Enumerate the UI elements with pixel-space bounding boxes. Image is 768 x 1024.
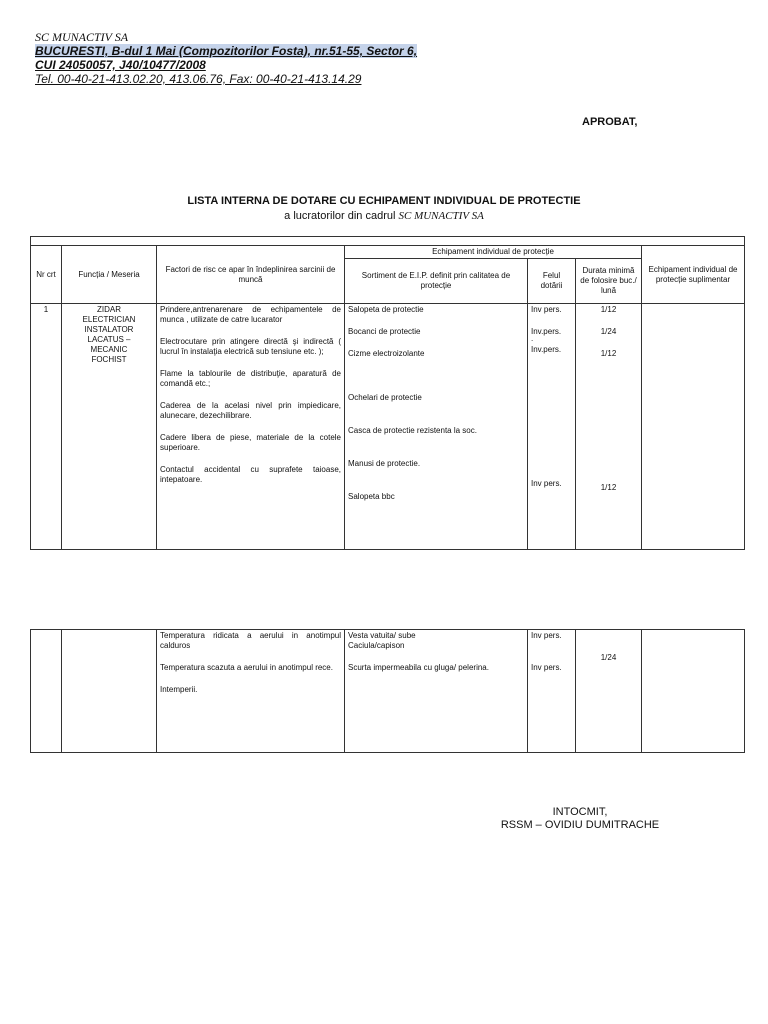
equipment-item: Cizme electroizolante — [348, 349, 425, 358]
table-header-row — [31, 246, 745, 259]
equipment-item: Vesta vatuita/ sube — [348, 631, 416, 640]
company-address: BUCURESTI, B-dul 1 Mai (Compozitorilor Fosta), nr.51-55, Sector 6, — [35, 44, 418, 58]
duration-item: 1/12 — [600, 483, 617, 492]
table-row — [31, 304, 745, 550]
row-nr — [31, 630, 62, 753]
row-extra — [642, 304, 745, 550]
duration-item: 1/12 — [600, 305, 617, 314]
header-function: Funcția / Meseria — [62, 246, 157, 304]
equipment-item: Casca de protectie rezistenta la soc. — [348, 426, 477, 435]
header-group: Echipament individual de protecție — [345, 246, 642, 259]
type-item: Inv pers. — [531, 305, 562, 314]
type-item: Inv pers. — [531, 663, 562, 672]
equipment-table — [30, 236, 745, 550]
risk-item: Cadere libera de piese, materiale de la cotele superioare. — [160, 433, 341, 452]
document-title: LISTA INTERNA DE DOTARE CU ECHIPAMENT INDIVIDUAL DE PROTECTIE — [187, 195, 581, 207]
type-item: . — [531, 334, 534, 343]
risk-item: Temperatura ridicata a aerului in anotimpul calduros — [160, 631, 341, 650]
header-duration: Durata minimă de folosire buc./ lună — [576, 259, 642, 304]
risk-item: Electrocutare prin atingere directă şi indirectă ( lucrul în instalaţia electrică sub tensiune etc. ); — [160, 337, 341, 356]
function-item: ELECTRICIAN — [82, 315, 136, 324]
function-item: MECANIC — [90, 345, 128, 354]
table-top-row — [31, 237, 745, 246]
signature-block — [480, 806, 680, 832]
row-types — [528, 630, 576, 753]
row-nr: 1 — [31, 304, 62, 550]
table-top-cell — [31, 237, 745, 246]
risk-item: Contactul accidental cu suprafete taioase, intepatoare. — [160, 465, 341, 484]
type-item: Inv.pers. — [531, 345, 562, 354]
duration-item: 1/24 — [600, 327, 617, 336]
risk-item: Flame la tablourile de distribuţie, aparatură de comandă etc.; — [160, 369, 341, 388]
signature-name: RSSM – OVIDIU DUMITRACHE — [500, 819, 660, 831]
equipment-item: Scurta impermeabila cu gluga/ pelerina. — [348, 663, 489, 672]
equipment-item: Salopeta bbc — [348, 492, 395, 501]
row-risks — [157, 304, 345, 550]
type-item: Inv pers. — [531, 631, 562, 640]
header-assortment: Sortiment de E.I.P. definit prin calitatea de protecție — [345, 259, 528, 304]
subtitle-company: SC MUNACTIV SA — [398, 210, 484, 222]
row-risks — [157, 630, 345, 753]
equipment-item: Caciula/capison — [348, 641, 405, 650]
row-functions — [62, 630, 157, 753]
company-name: SC MUNACTIV SA — [35, 30, 129, 44]
duration-item: 1/12 — [600, 349, 617, 358]
company-header — [35, 30, 417, 86]
company-contact: Tel. 00-40-21-413.02.20, 413.06.76, Fax: 00-40-21-413.14.29 — [35, 72, 362, 86]
equipment-item: Salopeta de protectie — [348, 305, 424, 314]
row-items — [345, 304, 528, 550]
duration-item: 1/24 — [600, 653, 617, 662]
approval-label: APROBAT, — [582, 116, 638, 128]
function-item: INSTALATOR — [84, 325, 134, 334]
function-item: ZIDAR — [97, 305, 121, 314]
risk-item: Temperatura scazuta a aerului in anotimpul rece. — [160, 663, 333, 672]
type-item: Inv.pers. — [531, 327, 562, 336]
subtitle-prefix: a lucratorilor din cadrul — [284, 210, 399, 222]
row-types — [528, 304, 576, 550]
header-risks: Factori de risc ce apar în îndeplinirea sarcinii de muncă — [157, 246, 345, 304]
document-subtitle — [0, 210, 768, 222]
equipment-table-continued — [30, 629, 745, 753]
equipment-item: Ochelari de protectie — [348, 393, 422, 402]
equipment-item: Manusi de protectie. — [348, 459, 421, 468]
row-durations — [576, 304, 642, 550]
signature-label: INTOCMIT, — [552, 806, 608, 818]
function-item: FOCHIST — [91, 355, 127, 364]
table-row — [31, 630, 745, 753]
company-registration: CUI 24050057, J40/10477/2008 — [35, 58, 206, 72]
row-durations — [576, 630, 642, 753]
row-functions — [62, 304, 157, 550]
header-nr: Nr crt — [31, 246, 62, 304]
row-items — [345, 630, 528, 753]
risk-item: Intemperii. — [160, 685, 198, 694]
header-type: Felul dotării — [528, 259, 576, 304]
risk-item: Caderea de la acelasi nivel prin impiedicare, alunecare, dezechilibrare. — [160, 401, 341, 420]
function-item: LACATUS – — [87, 335, 131, 344]
row-extra — [642, 630, 745, 753]
header-extra: Echipament individual de protecție suplimentar — [642, 246, 745, 304]
risk-item: Prindere,antrenarenare de echipamentele de munca , utilizate de catre lucarator — [160, 305, 341, 324]
type-item: Inv pers. — [531, 479, 562, 488]
equipment-item: Bocanci de protectie — [348, 327, 421, 336]
